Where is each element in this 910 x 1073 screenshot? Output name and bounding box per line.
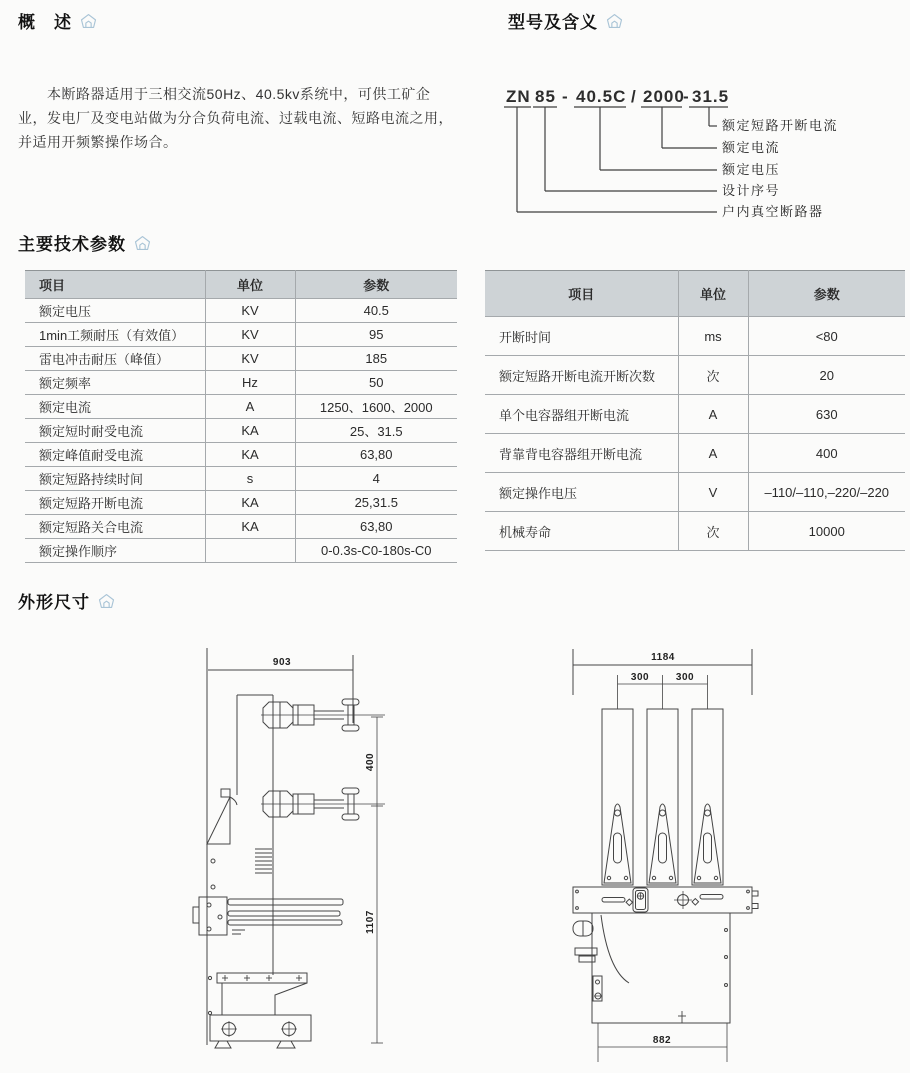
table-row: [25, 515, 457, 539]
paragraph-line: 业，发电厂及变电站做为分合负荷电流、过载电流、短路电流之用，: [18, 110, 453, 126]
table-row: [25, 299, 457, 323]
table-row: [485, 434, 905, 473]
table-cell: 额定操作顺序: [25, 539, 205, 563]
model-code-breaking: 31.5: [692, 87, 730, 106]
table-cell: 50: [295, 371, 457, 395]
overview-heading-text: 概 述: [18, 13, 72, 32]
table-cell: ms: [678, 317, 748, 356]
dimension-label-300-left: 300: [630, 672, 650, 683]
table-cell: 开断时间: [485, 317, 678, 356]
table-row: [485, 395, 905, 434]
column-header: 单位: [205, 271, 295, 299]
table-cell: 1min工频耐压（有效值）: [25, 323, 205, 347]
table-cell: A: [205, 395, 295, 419]
overview-paragraph: [18, 82, 476, 154]
table-row: [25, 467, 457, 491]
table-row: [25, 323, 457, 347]
table-cell: 25、31.5: [295, 419, 457, 443]
model-code-voltage: 40.5C: [576, 87, 627, 106]
dimension-label-1184: 1184: [651, 652, 675, 663]
table-cell: 雷电冲击耐压（峰值）: [25, 347, 205, 371]
right-outline-drawing: [555, 645, 785, 1073]
table-cell: KA: [205, 515, 295, 539]
table-cell: 400: [748, 434, 905, 473]
table-cell: 额定短路关合电流: [25, 515, 205, 539]
table-cell: V: [678, 473, 748, 512]
table-cell: 额定短路持续时间: [25, 467, 205, 491]
table-row: [485, 473, 905, 512]
parameters-table-left: [25, 270, 457, 563]
dimension-label-400: 400: [365, 752, 376, 772]
table-cell: 次: [678, 356, 748, 395]
table-cell: 10000: [748, 512, 905, 551]
table-cell: 次: [678, 512, 748, 551]
table-cell: Hz: [205, 371, 295, 395]
dimensions-section-heading: [18, 588, 115, 613]
table-row: [485, 356, 905, 395]
table-row: [25, 371, 457, 395]
table-cell: KA: [205, 419, 295, 443]
dimensions-heading-text: 外形尺寸: [18, 593, 90, 612]
table-cell: –110/–110,–220/–220: [748, 473, 905, 512]
model-designation-diagram: [455, 80, 910, 230]
table-row: [485, 512, 905, 551]
table-cell: 额定短路开断电流: [25, 491, 205, 515]
table-cell: KA: [205, 443, 295, 467]
table-cell: 单个电容器组开断电流: [485, 395, 678, 434]
model-code-dash: -: [562, 87, 569, 106]
home-icon: [134, 235, 151, 251]
model-code-dash2: -: [683, 87, 690, 106]
dimension-label-903: 903: [272, 657, 292, 668]
table-cell: 630: [748, 395, 905, 434]
home-icon: [98, 593, 115, 609]
table-cell: 95: [295, 323, 457, 347]
parameters-heading-text: 主要技术参数: [18, 235, 126, 254]
model-label-rated-voltage: 额定电压: [722, 162, 781, 177]
model-code-slash: /: [631, 87, 637, 106]
model-label-breaker-type: 户内真空断路器: [722, 204, 824, 219]
model-code-design: 85: [535, 87, 556, 106]
model-label-breaking-current: 额定短路开断电流: [722, 118, 839, 133]
table-cell: 63,80: [295, 443, 457, 467]
table-cell: 0-0.3s-C0-180s-C0: [295, 539, 457, 563]
column-header: 项目: [25, 271, 205, 299]
table-cell: 额定操作电压: [485, 473, 678, 512]
table-cell: KV: [205, 347, 295, 371]
column-header: 参数: [295, 271, 457, 299]
dimension-label-300-right: 300: [675, 672, 695, 683]
model-heading-text: 型号及含义: [508, 13, 598, 32]
table-cell: 40.5: [295, 299, 457, 323]
table-cell: KA: [205, 491, 295, 515]
table-cell: 机械寿命: [485, 512, 678, 551]
paragraph-line: 本断路器适用于三相交流50Hz、40.5kv系统中，可供工矿企: [18, 86, 431, 102]
table-cell: 185: [295, 347, 457, 371]
table-cell: 63,80: [295, 515, 457, 539]
paragraph-line: 并适用开频繁操作场合。: [18, 134, 178, 150]
model-label-rated-current: 额定电流: [722, 140, 781, 155]
table-cell: KV: [205, 299, 295, 323]
table-cell: [205, 539, 295, 563]
column-header: 项目: [485, 271, 678, 317]
table-cell: s: [205, 467, 295, 491]
model-label-design-serial: 设计序号: [722, 183, 781, 198]
home-icon: [606, 13, 623, 29]
table-cell: A: [678, 434, 748, 473]
table-cell: 额定电压: [25, 299, 205, 323]
table-cell: 额定频率: [25, 371, 205, 395]
column-header: 参数: [748, 271, 905, 317]
home-icon: [80, 13, 97, 29]
column-header: 单位: [678, 271, 748, 317]
table-row: [25, 395, 457, 419]
table-row: [25, 443, 457, 467]
table-row: [485, 317, 905, 356]
table-cell: 20: [748, 356, 905, 395]
table-cell: KV: [205, 323, 295, 347]
model-connector-lines: [504, 107, 728, 212]
table-row: [25, 347, 457, 371]
parameters-section-heading: [18, 230, 151, 255]
table-row: [25, 491, 457, 515]
table-cell: 25,31.5: [295, 491, 457, 515]
table-row: [25, 539, 457, 563]
dimension-label-882: 882: [652, 1035, 672, 1046]
table-cell: 额定短时耐受电流: [25, 419, 205, 443]
model-code-current: 2000: [643, 87, 685, 106]
parameters-table-right: [485, 270, 905, 551]
table-cell: 背靠背电容器组开断电流: [485, 434, 678, 473]
table-cell: <80: [748, 317, 905, 356]
dimension-label-1107: 1107: [365, 910, 376, 934]
table-cell: 额定短路开断电流开断次数: [485, 356, 678, 395]
model-code-type: ZN: [506, 87, 531, 106]
table-cell: 额定峰值耐受电流: [25, 443, 205, 467]
table-row: [25, 419, 457, 443]
table-cell: A: [678, 395, 748, 434]
left-outline-drawing: [185, 645, 390, 1073]
table-cell: 4: [295, 467, 457, 491]
overview-section-heading: [18, 8, 97, 33]
model-section-heading: [508, 8, 623, 33]
table-cell: 1250、1600、2000: [295, 395, 457, 419]
table-cell: 额定电流: [25, 395, 205, 419]
